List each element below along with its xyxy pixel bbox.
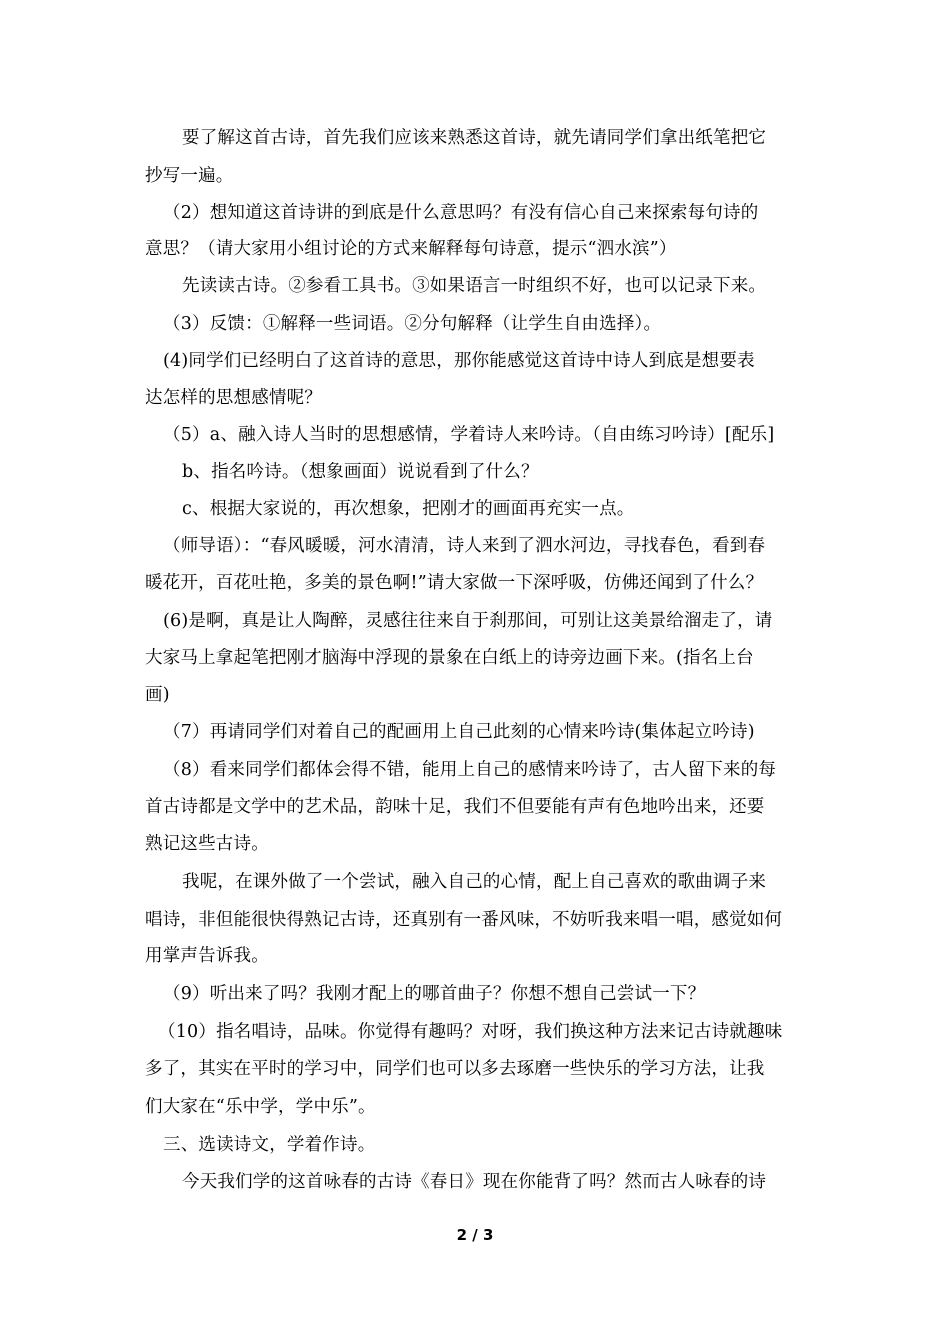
paragraph-line: 大家马上拿起笔把刚才脑海中浮现的景象在白纸上的诗旁边画下来。(指名上台 bbox=[145, 648, 754, 668]
paragraph-line: 抄写一遍。 bbox=[145, 166, 234, 186]
paragraph-line: 熟记这些古诗。 bbox=[145, 834, 269, 854]
paragraph-line: （7）再请同学们对着自己的配画用上自己此刻的心情来吟诗(集体起立吟诗) bbox=[163, 722, 755, 742]
paragraph-line: 用掌声告诉我。 bbox=[145, 946, 269, 966]
paragraph-line: 我呢，在课外做了一个尝试，融入自己的心情，配上自己喜欢的歌曲调子来 bbox=[182, 872, 767, 892]
page-number: 2 / 3 bbox=[456, 1226, 494, 1244]
section-heading: 三、选读诗文，学着作诗。 bbox=[163, 1135, 376, 1155]
paragraph-line: 暖花开，百花吐艳，多美的景色啊!”请大家做一下深呼吸，仿佛还闻到了什么？ bbox=[145, 573, 764, 593]
paragraph-line: 多了，其实在平时的学习中，同学们也可以多去琢磨一些快乐的学习方法，让我 bbox=[145, 1059, 765, 1079]
paragraph-line: (4)同学们已经明白了这首诗的意思，那你能感觉这首诗中诗人到底是想要表 bbox=[163, 351, 755, 371]
paragraph-line: 今天我们学的这首咏春的古诗《春日》现在你能背了吗？然而古人咏春的诗 bbox=[182, 1172, 767, 1192]
paragraph-line: (6)是啊，真是让人陶醉，灵感往往来自于刹那间，可别让这美景给溜走了，请 bbox=[163, 611, 773, 631]
paragraph-line: 达怎样的思想感情呢？ bbox=[145, 388, 322, 408]
paragraph-line: （2）想知道这首诗讲的到底是什么意思吗？有没有信心自己来探索每句诗的 bbox=[163, 203, 759, 223]
paragraph-line: （8）看来同学们都体会得不错，能用上自己的感情来吟诗了，古人留下来的每 bbox=[163, 760, 777, 780]
paragraph-line: （师导语）：“春风暖暖，河水清清，诗人来到了泗水河边，寻找春色，看到春 bbox=[163, 536, 766, 556]
paragraph-line: 意思？（请大家用小组讨论的方式来解释每句诗意，提示“泗水滨”） bbox=[145, 239, 677, 259]
paragraph-line: b、指名吟诗。（想象画面）说说看到了什么？ bbox=[182, 462, 539, 482]
paragraph-line: （10）指名唱诗，品味。你觉得有趣吗？对呀，我们换这种方法来记古诗就趣味 bbox=[158, 1022, 783, 1042]
paragraph-line: c、根据大家说的，再次想象，把刚才的画面再充实一点。 bbox=[182, 499, 635, 519]
paragraph-line: （9）听出来了吗？我刚才配上的哪首曲子？你想不想自己尝试一下？ bbox=[163, 984, 706, 1004]
paragraph-line: 要了解这首古诗，首先我们应该来熟悉这首诗，就先请同学们拿出纸笔把它 bbox=[182, 128, 767, 148]
paragraph-line: 们大家在“乐中学，学中乐”。 bbox=[145, 1097, 376, 1117]
paragraph-line: （5）a、融入诗人当时的思想感情，学着诗人来吟诗。（自由练习吟诗）[配乐] bbox=[163, 425, 775, 445]
paragraph-line: （3）反馈：①解释一些词语。②分句解释（让学生自由选择）。 bbox=[163, 314, 662, 334]
paragraph-line: 先读读古诗。②参看工具书。③如果语言一时组织不好，也可以记录下来。 bbox=[182, 276, 767, 296]
paragraph-line: 唱诗，非但能很快得熟记古诗，还真别有一番风味，不妨听我来唱一唱，感觉如何 bbox=[145, 910, 783, 930]
paragraph-line: 首古诗都是文学中的艺术品，韵味十足，我们不但要能有声有色地吟出来，还要 bbox=[145, 797, 765, 817]
paragraph-line: 画) bbox=[145, 685, 170, 705]
